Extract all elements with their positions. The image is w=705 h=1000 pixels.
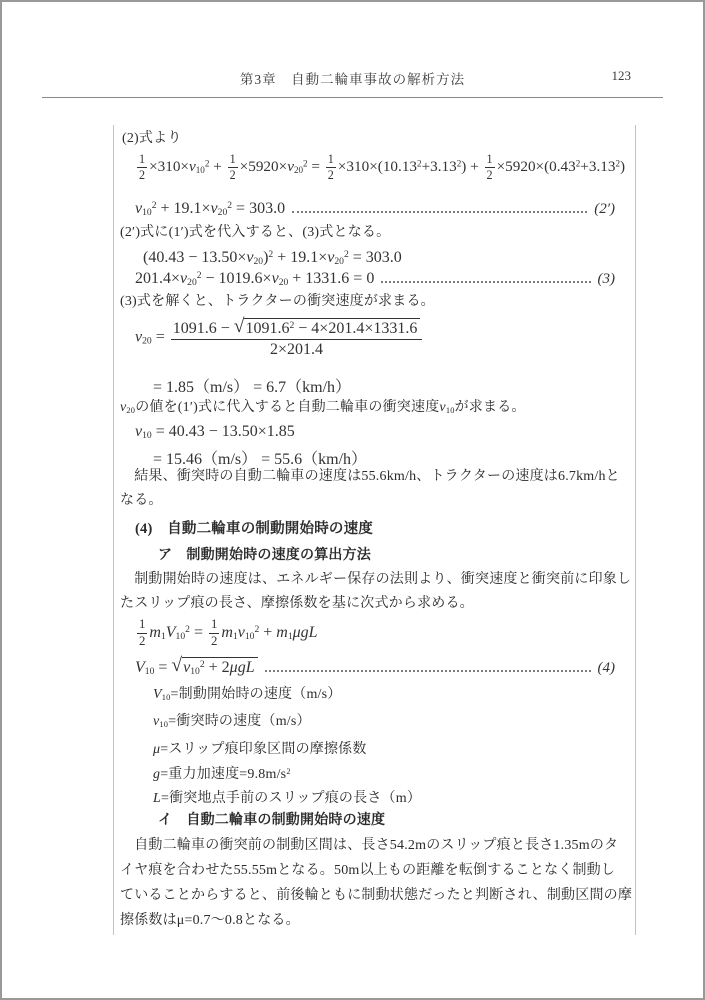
- equation-2prime: $v_{10}^2 + 19.1\times v_{20}^2 = 303.0$: [135, 200, 286, 219]
- dotted-leader: [381, 279, 590, 283]
- paragraph-result-line2: なる。: [120, 493, 163, 508]
- page-number: 123: [611, 68, 631, 83]
- line-eq2-intro: (2)式より: [122, 131, 182, 146]
- paragraph-braking-line4: 擦係数はμ=0.7～0.8となる。: [120, 913, 300, 928]
- definition-g: g=重力加速度$=9.8m/s^2$: [153, 766, 291, 782]
- equation-quadratic: $201.4\times v_{20}^2 - 1019.6\times v_{20} + 1331.6 = 0$: [135, 270, 375, 289]
- equation-v10-sqrt: $V_{10}$ = √ $v_{10}^2 + 2\mu gL$: [135, 657, 258, 677]
- paragraph-method-line1: 制動開始時の速度は、エネルギー保存の法則より、衝突速度と衝突前に印象し: [120, 572, 632, 587]
- equation-v10-calc: $v_{10} = 40.43 - 13.50\times 1.85$: [135, 423, 295, 442]
- paragraph-braking-line3: ていることからすると、前後輪ともに制動状態だったと判断され、制動区間の摩: [120, 888, 633, 903]
- equation-3-line: [135, 270, 615, 288]
- definition-v10: $v_{10}=$衝突時の速度（m/s）: [153, 714, 311, 729]
- definition-V10: $V_{10}=$制動開始時の速度（m/s）: [153, 687, 342, 702]
- margin-rule-left: [113, 125, 114, 935]
- chapter-header: 第3章 自動二輪車事故の解析方法: [239, 72, 466, 87]
- line-v20-note: $v_{20}$の値を(1′)式に代入すると自動二輪車の衝突速度$v_{10}$が求まる。: [120, 400, 526, 415]
- equation-v20-result: = 1.85（m/s） = 6.7（km/h）: [153, 379, 352, 396]
- line-solve-note: (3)式を解くと、トラクターの衝突速度が求まる。: [120, 294, 435, 309]
- dotted-leader: [265, 668, 591, 672]
- definition-L: L=衝突地点手前のスリップ痕の長さ（m）: [153, 791, 422, 806]
- dotted-leader: [292, 209, 587, 213]
- paragraph-method-line2: たスリップ痕の長さ、摩擦係数を基に次式から求める。: [120, 596, 474, 611]
- equation-substituted: $(40.43 - 13.50\times v_{20})^2 + 19.1\times v_{20}^2 = 303.0$: [143, 249, 402, 268]
- definition-mu: μ=スリップ痕印象区間の摩擦係数: [153, 742, 367, 757]
- line-substitute-note: (2′)式に(1′)式を代入すると、(3)式となる。: [120, 225, 391, 240]
- equation-energy-expanded: $\frac{1}{2}$ $\times 310\times v_{10}^2$ + $\frac{1}{2}$ $\times 5920\times v_{20}^2$ = $\frac{1}{2}$ $\times 310\times(10.13^2+3.13^2)$ + $\frac{1}{2}$ $\times 5920\times(0.43^2+3.13^2)$: [139, 152, 626, 183]
- margin-rule-right: [635, 125, 636, 935]
- equation-4-line: [135, 657, 615, 677]
- equation-v20-formula: $v_{20}$ = 1091.6 − √ $1091.6^2 - 4\times 201.4\times 1331.6$ 2×201.4: [135, 318, 424, 358]
- paragraph-braking-line2: イヤ痕を合わせた55.55mとなる。50m以上もの距離を転倒することなく制動し: [120, 863, 616, 878]
- equation-2prime-line: [135, 200, 615, 218]
- subsection-heading-i: イ 自動二輪車の制動開始時の速度: [158, 813, 386, 828]
- equation-label-4: (4): [597, 660, 615, 676]
- subsection-heading-a: ア 制動開始時の速度の算出方法: [158, 548, 371, 563]
- equation-energy-conservation: $\frac{1}{2}$ $m_1V_{10}^2$ = $\frac{1}{2}$ $m_1v_{10}^2 + m_1\mu gL$: [139, 617, 318, 648]
- section-heading-4: (4) 自動二輪車の制動開始時の速度: [135, 521, 374, 537]
- equation-label-3: (3): [597, 271, 615, 287]
- equation-label-2prime: (2′): [594, 201, 615, 217]
- equation-v10-result: = 15.46（m/s） = 55.6（km/h）: [153, 451, 368, 468]
- paragraph-braking-line1: 自動二輪車の衝突前の制動区間は、長さ54.2mのスリップ痕と長さ1.35mのタ: [120, 838, 619, 853]
- header-rule: [42, 97, 663, 98]
- paragraph-result-line1: 結果、衝突時の自動二輪車の速度は55.6km/h、トラクターの速度は6.7km/hと: [120, 469, 620, 484]
